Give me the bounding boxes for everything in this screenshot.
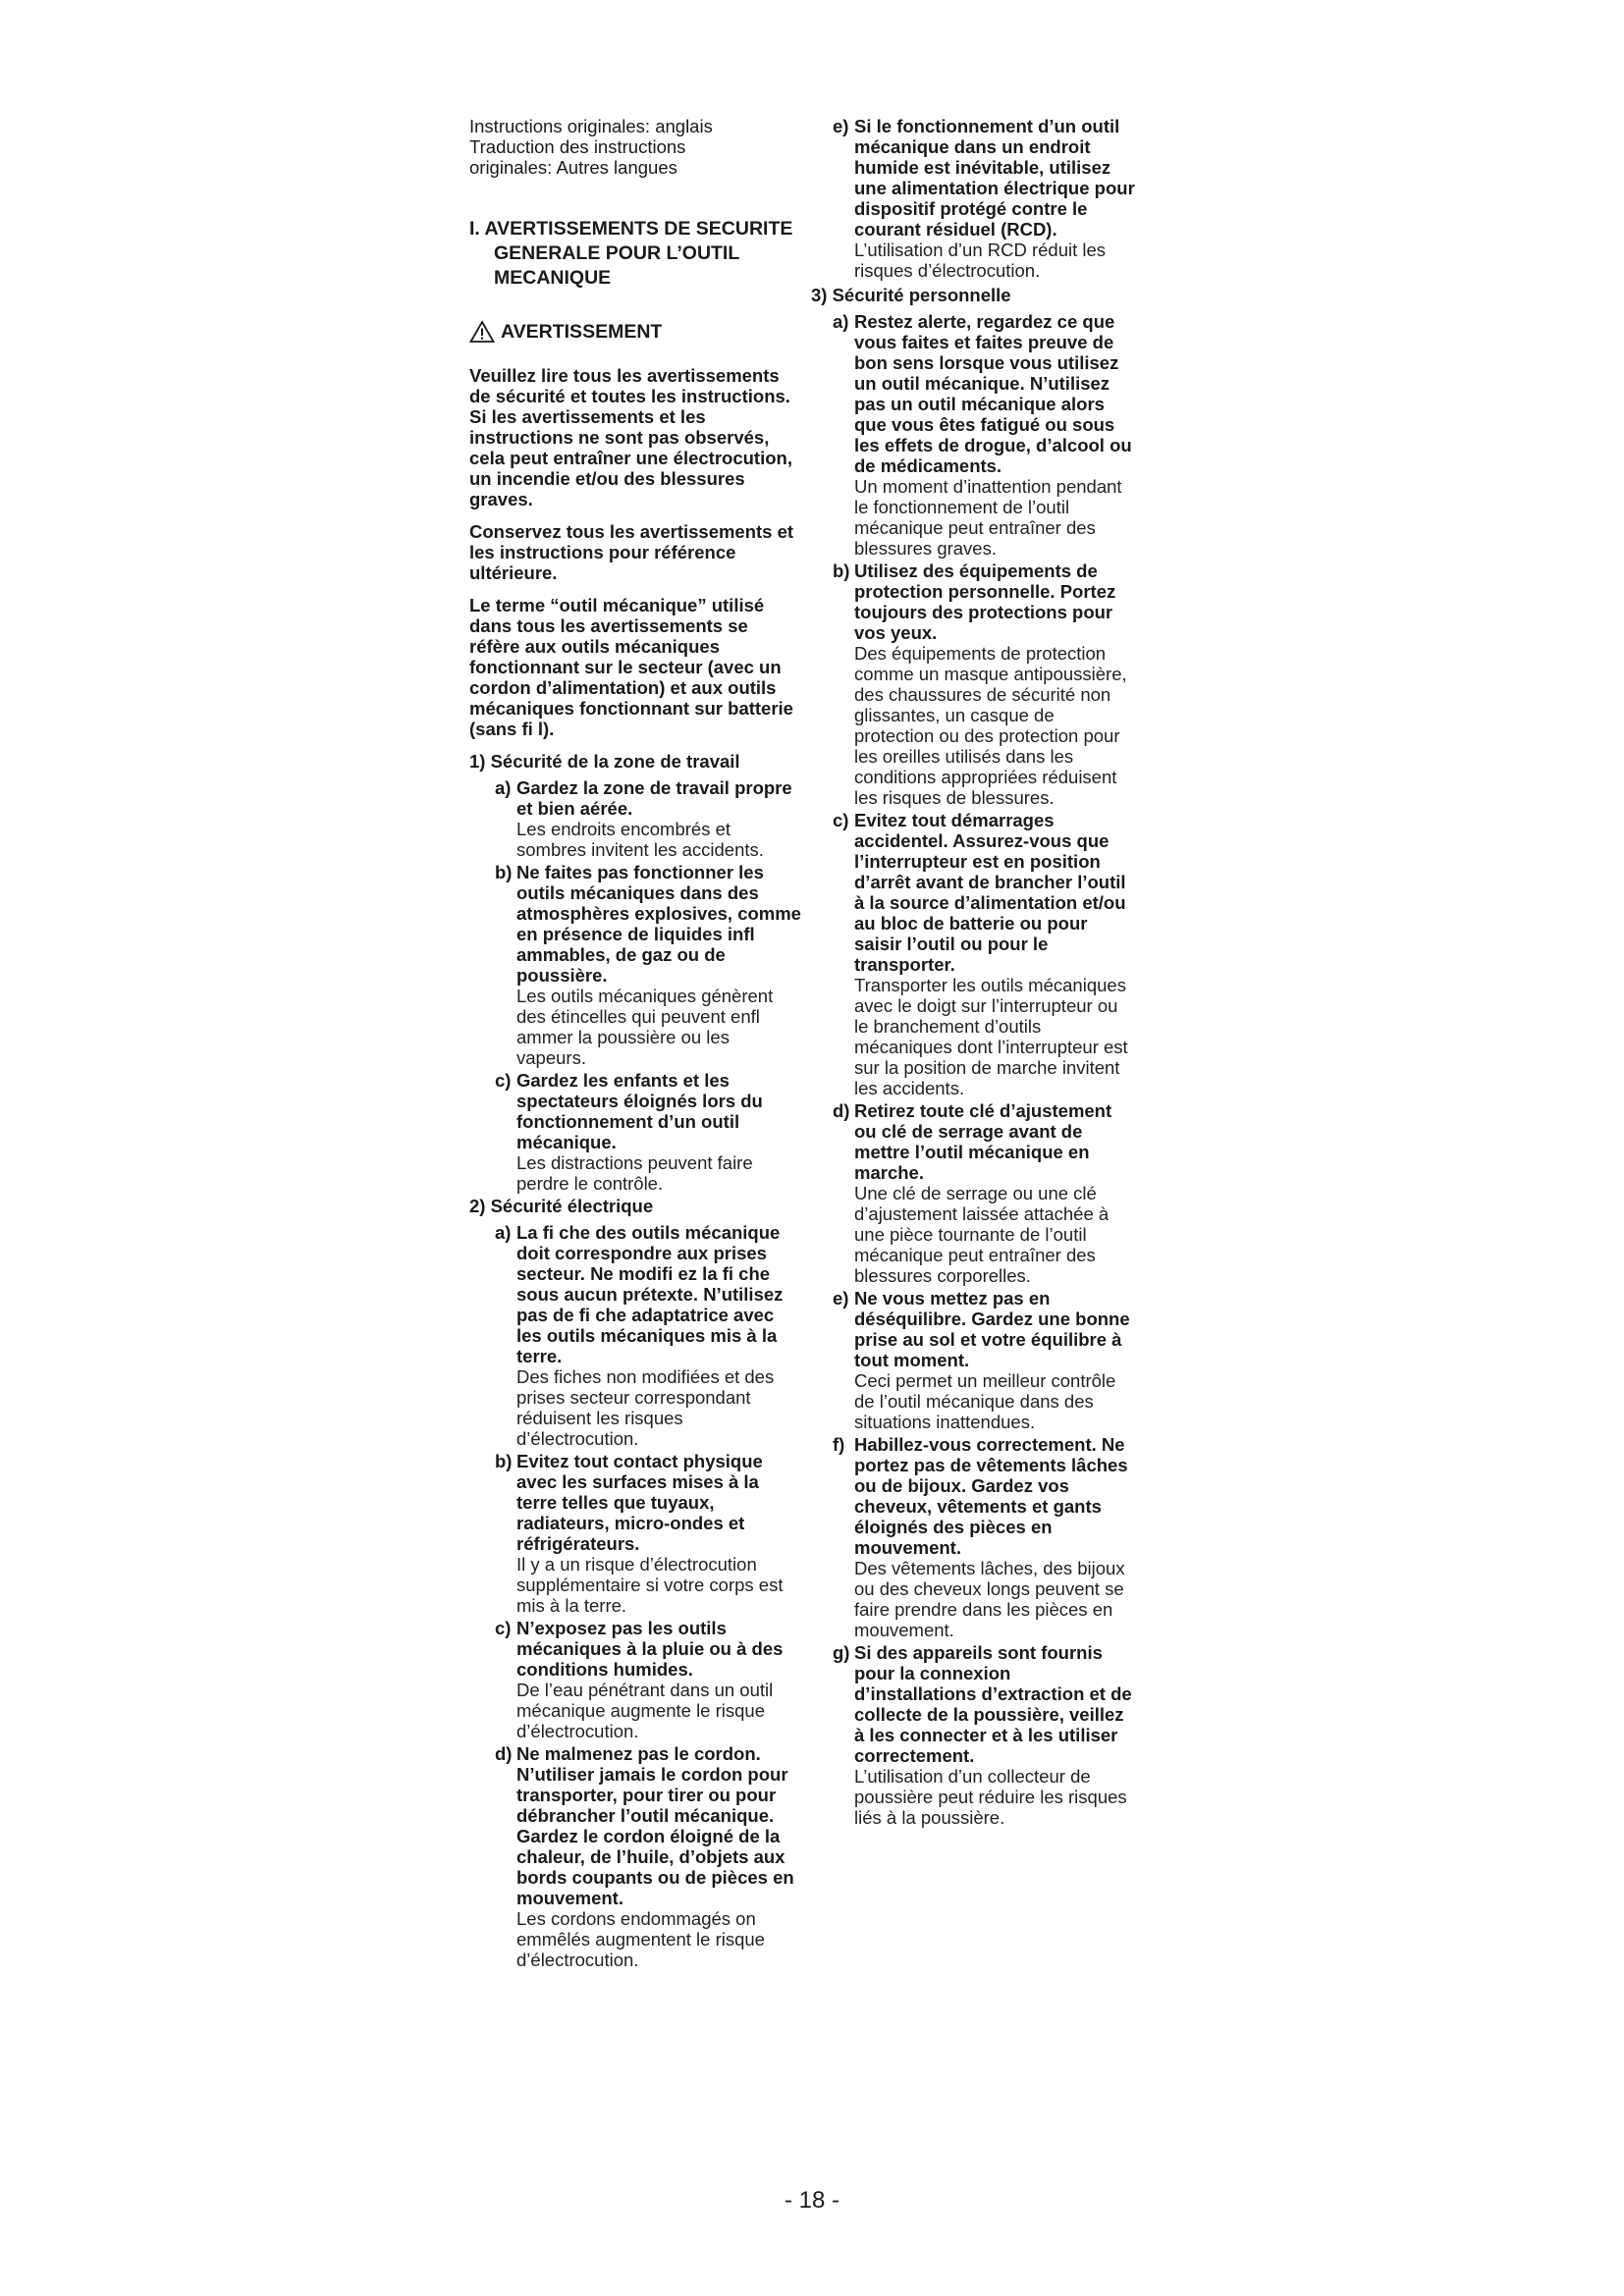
page-number: - 18 - — [784, 2187, 839, 2214]
item-explanation: Transporter les outils mécaniques avec le doigt sur l’interrupteur ou le branchement d’outils mécaniques dont l’interrupteur est sur la position de marche invitent les accidents. — [854, 975, 1128, 1098]
item-letter: b) — [495, 1451, 513, 1471]
warning-triangle-icon — [469, 320, 495, 344]
intro-line: originales: Autres langues — [469, 157, 677, 178]
item-instruction: Ne faites pas fonctionner les outils mécaniques dans des atmosphères explosives, comme en présence de liquides infl ammables, de gaz ou de poussière. — [516, 862, 801, 986]
item-letter: g) — [833, 1642, 850, 1663]
item-letter: c) — [495, 1070, 512, 1091]
list-item — [495, 1618, 803, 1741]
item-letter: a) — [495, 777, 512, 798]
item-instruction: Gardez la zone de travail propre et bien aérée. — [516, 777, 792, 819]
warning-heading — [469, 320, 803, 344]
list-item — [495, 862, 803, 1068]
list-item — [495, 1070, 803, 1194]
item-instruction: Habillez-vous correctement. Ne portez pas de vêtements lâches ou de bijoux. Gardez vos cheveux, vêtements et gants éloignés des pièces en mouvement. — [854, 1434, 1128, 1558]
item-instruction: Si des appareils sont fournis pour la connexion d’installations d’extraction et de collecte de la poussière, veillez à les connecter et à les utiliser correctement. — [854, 1642, 1132, 1766]
item-explanation: Des vêtements lâches, des bijoux ou des cheveux longs peuvent se faire prendre dans les pièces en mouvement. — [854, 1558, 1125, 1640]
item-letter: c) — [495, 1618, 512, 1638]
item-explanation: Les endroits encombrés et sombres invitent les accidents. — [516, 819, 764, 860]
item-instruction: Restez alerte, regardez ce que vous faites et faites preuve de bon sens lorsque vous utilisez un outil mécanique. N’utilisez pas un outil mécanique alors que vous êtes fatigué ou sous les effets de drogue, d’alcool ou de médicaments. — [854, 311, 1132, 476]
warning-label: AVERTISSEMENT — [501, 320, 663, 343]
warning-paragraph: Conservez tous les avertissements et les instructions pour référence ultérieure. — [469, 521, 794, 583]
list-item — [495, 777, 803, 860]
item-explanation: Les distractions peuvent faire perdre le contrôle. — [516, 1152, 753, 1194]
list-item — [833, 1288, 1135, 1432]
item-instruction: Gardez les enfants et les spectateurs éloignés lors du fonctionnement d’un outil mécanique. — [516, 1070, 763, 1152]
left-column — [469, 116, 803, 1972]
item-letter: b) — [495, 862, 513, 882]
item-letter: d) — [495, 1743, 513, 1764]
section-heading: 3) Sécurité personnelle — [811, 285, 1011, 305]
list-item — [495, 1222, 803, 1449]
item-letter: f) — [833, 1434, 845, 1455]
intro-note — [469, 116, 803, 178]
list-item — [833, 311, 1135, 559]
intro-line: Traduction des instructions — [469, 136, 686, 157]
list-item — [833, 1100, 1135, 1286]
item-explanation: L’utilisation d’un collecteur de poussière peut réduire les risques liés à la poussière. — [854, 1766, 1127, 1828]
item-letter: d) — [833, 1100, 850, 1121]
item-instruction: Evitez tout contact physique avec les surfaces mises à la terre telles que tuyaux, radiateurs, micro-ondes et réfrigérateurs. — [516, 1451, 763, 1554]
section-title: I. AVERTISSEMENTS DE SECURITE GENERALE POUR L’OUTIL MECANIQUE — [469, 218, 793, 289]
item-letter: e) — [833, 116, 849, 136]
item-instruction: Utilisez des équipements de protection personnelle. Portez toujours des protections pour vos yeux. — [854, 561, 1116, 643]
item-letter: c) — [833, 810, 849, 830]
item-explanation: Un moment d’inattention pendant le fonctionnement de l’outil mécanique peut entraîner des blessures graves. — [854, 476, 1122, 559]
section-heading: 1) Sécurité de la zone de travail — [469, 751, 740, 772]
item-instruction: Evitez tout démarrages accidentel. Assurez-vous que l’interrupteur est en position d’arrêt avant de brancher l’outil à la source d’alimentation et/ou au bloc de batterie ou pour saisir l’outil ou pour le transporter. — [854, 810, 1126, 975]
list-item — [495, 1451, 803, 1616]
item-instruction: La fi che des outils mécanique doit correspondre aux prises secteur. Ne modifi ez la fi che sous aucun prétexte. N’utilisez pas de fi che adaptatrice avec les outils mécaniques mis à la terre. — [516, 1222, 784, 1366]
list-item — [495, 1743, 803, 1970]
item-instruction: Si le fonctionnement d’un outil mécanique dans un endroit humide est inévitable, utilisez une alimentation électrique pour dispositif protégé contre le courant résiduel (RCD). — [854, 116, 1135, 240]
item-explanation: L’utilisation d’un RCD réduit les risques d’électrocution. — [854, 240, 1107, 281]
item-instruction: N’exposez pas les outils mécaniques à la pluie ou à des conditions humides. — [516, 1618, 784, 1680]
item-instruction: Ne vous mettez pas en déséquilibre. Gardez une bonne prise au sol et votre équilibre à tout moment. — [854, 1288, 1130, 1370]
warning-paragraph: Veuillez lire tous les avertissements de sécurité et toutes les instructions. Si les avertissements et les instructions ne sont pas observés, cela peut entraîner une électrocution, un incendie et/ou des blessures graves. — [469, 365, 792, 509]
section-heading: 2) Sécurité électrique — [469, 1196, 654, 1216]
item-letter: a) — [495, 1222, 512, 1243]
list-item — [833, 1434, 1135, 1640]
intro-line: Instructions originales: anglais — [469, 116, 713, 136]
item-explanation: Ceci permet un meilleur contrôle de l’outil mécanique dans des situations inattendues. — [854, 1370, 1116, 1432]
right-column — [811, 116, 1135, 1830]
warning-paragraph: Le terme “outil mécanique” utilisé dans tous les avertissements se réfère aux outils mécaniques fonctionnant sur le secteur (avec un cordon d’alimentation) et aux outils mécaniques fonctionnant sur batterie (sans fi l). — [469, 595, 793, 739]
item-instruction: Retirez toute clé d’ajustement ou clé de serrage avant de mettre l’outil mécanique en marche. — [854, 1100, 1112, 1183]
item-letter: b) — [833, 561, 850, 581]
item-explanation: Une clé de serrage ou une clé d’ajustement laissée attachée à une pièce tournante de l’outil mécanique peut entraîner des blessures corporelles. — [854, 1183, 1110, 1286]
item-explanation: Des fiches non modifiées et des prises secteur correspondant réduisent les risques d’électrocution. — [516, 1366, 775, 1449]
list-item — [833, 810, 1135, 1098]
item-letter: e) — [833, 1288, 849, 1308]
item-instruction: Ne malmenez pas le cordon. N’utiliser jamais le cordon pour transporter, pour tirer ou pour débrancher l’outil mécanique. Gardez le cordon éloigné de la chaleur, de l’huile, d’objets aux bords coupants ou de pièces en mouvement. — [516, 1743, 794, 1908]
item-explanation: Il y a un risque d’électrocution supplémentaire si votre corps est mis à la terre. — [516, 1554, 784, 1616]
list-item — [833, 1642, 1135, 1828]
item-explanation: De l’eau pénétrant dans un outil mécanique augmente le risque d’électrocution. — [516, 1680, 774, 1741]
item-explanation: Les outils mécaniques génèrent des étincelles qui peuvent enfl ammer la poussière ou les vapeurs. — [516, 986, 774, 1068]
item-explanation: Des équipements de protection comme un masque antipoussière, des chaussures de sécurité non glissantes, un casque de protection ou des protection pour les oreilles utilisés dans les conditions appropriées réduisent les risques de blessures. — [854, 643, 1127, 808]
list-item — [833, 561, 1135, 808]
item-letter: a) — [833, 311, 849, 332]
list-item — [833, 116, 1135, 281]
item-explanation: Les cordons endommagés on emmêlés augmentent le risque d’électrocution. — [516, 1908, 765, 1970]
